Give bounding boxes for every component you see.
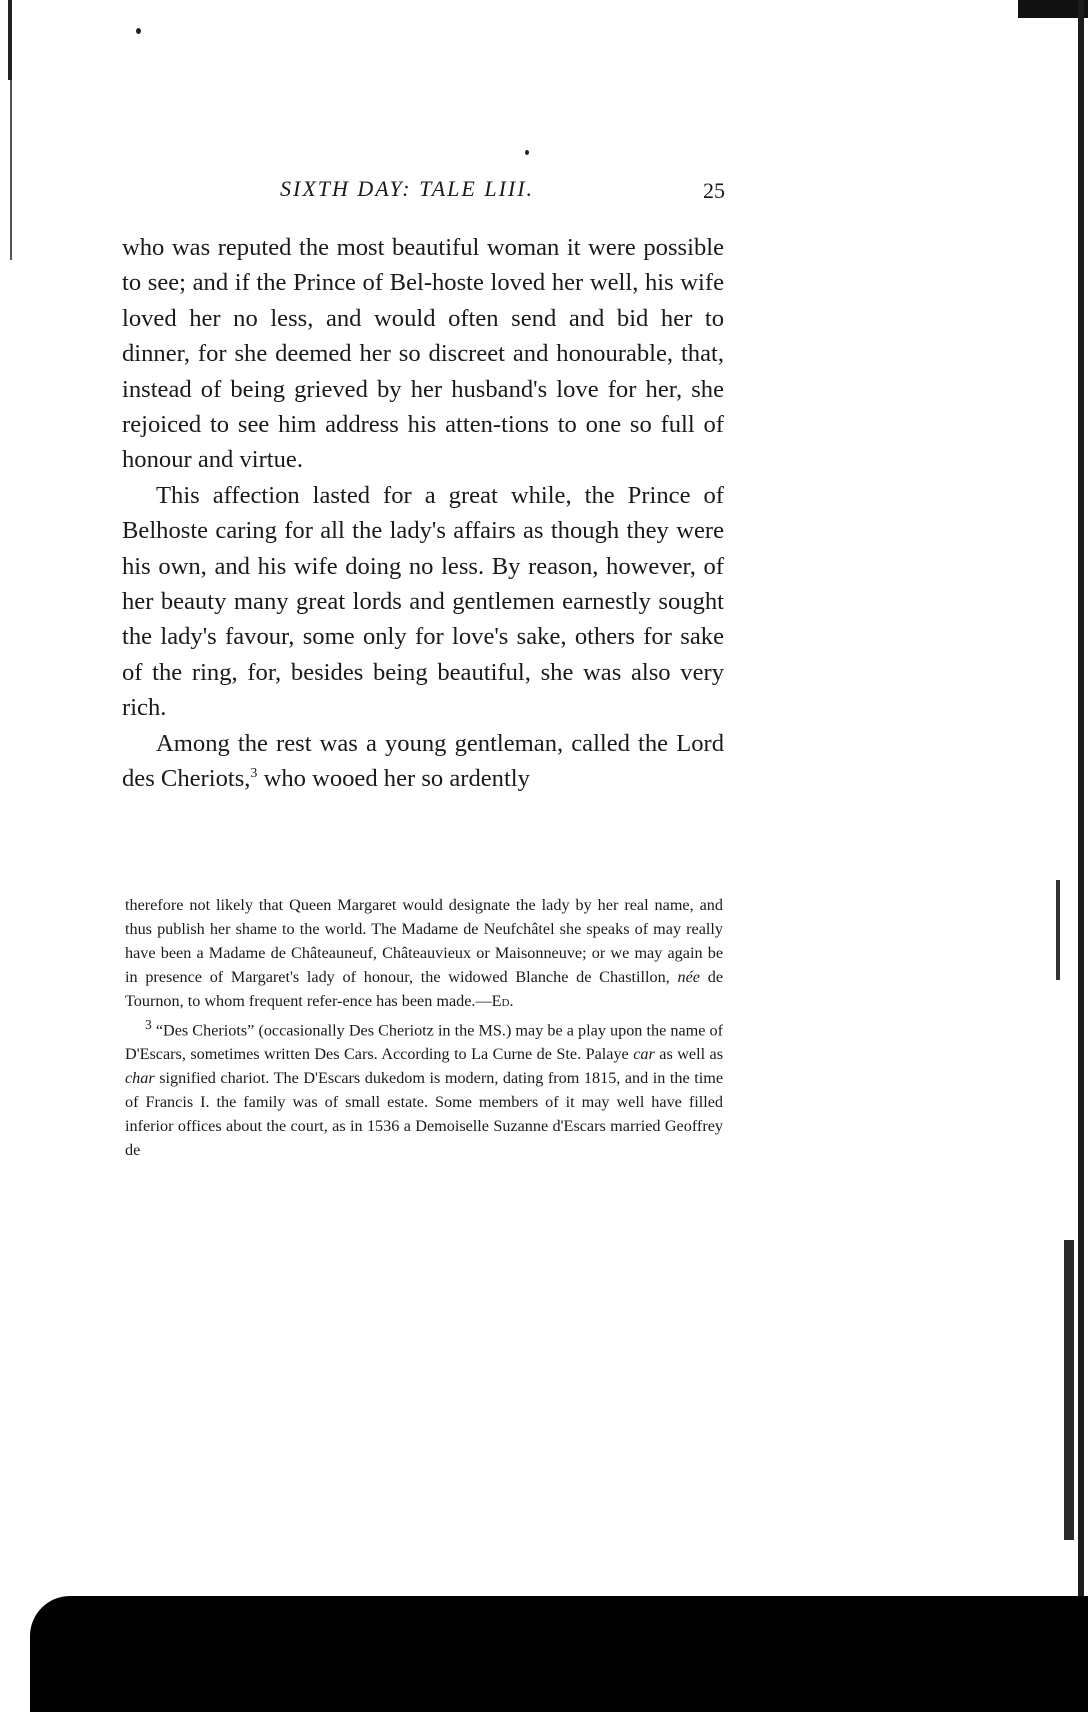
- scan-edge-right-shadow: [1064, 1240, 1074, 1540]
- paragraph: [122, 726, 724, 797]
- running-head: SIXTH DAY: TALE LIII.: [280, 176, 535, 201]
- footnote-italic: née: [677, 968, 700, 986]
- footnote-italic: char: [125, 1069, 155, 1088]
- footnotes: [125, 893, 723, 1162]
- footnote-3: [125, 1013, 723, 1162]
- scan-edge-left: [8, 0, 12, 80]
- footnote-reference: 3: [250, 765, 258, 781]
- paragraph: This affection lasted for a great while, the Prince of Belhoste caring for all the lady's affairs as though they were his own, and his wife doing no less. By reason, however, of her beauty many great lords and gentlemen earnestly sought the lady's favour, some only for love's sake, others for sake of the ring, for, besides being beautiful, she was also very rich.: [122, 481, 724, 722]
- paragraph-text: who wooed her so ardently: [257, 765, 530, 793]
- footnote-italic: car: [633, 1045, 655, 1064]
- main-text: [122, 230, 724, 797]
- page-header: [125, 176, 725, 216]
- paragraph: who was reputed the most beautiful woman it were possible to see; and if the Prince of Bel-hoste loved her well, his wife loved her no less, and would often send and bid her to dinner, for she deemed her so discreet and honourable, that, instead of being grieved by her husband's love for her, she rejoiced to see him address his atten-tions to one so full of honour and virtue.: [122, 234, 724, 474]
- scan-shadow-bottom: [30, 1596, 1088, 1712]
- scan-edge-right-mark: [1056, 880, 1060, 980]
- scan-edge-right: [1078, 0, 1084, 1712]
- footnote-continued: [125, 893, 723, 1013]
- paragraph-text: Among the rest was a young gentleman, called the Lord des Cheriots,: [122, 729, 724, 793]
- footnote-text: de Tournon, to whom frequent refer-ence has been made.—: [125, 968, 724, 1010]
- footnote-text: as well as: [659, 1045, 724, 1064]
- scan-speck: [525, 150, 529, 155]
- footnote-marker: 3: [145, 1017, 152, 1032]
- editor-signoff: Ed.: [491, 992, 514, 1010]
- footnote-text: therefore not likely that Queen Margaret would designate the lady by her real name, and thus publish her shame to the world. The Madame de Neufchâtel she speaks of may really have been a Madame de Châteauneuf, Châteauvieux or Maisonneuve; or we may again be in presence of Margaret's lady of honour, the widowed Blanche de Chastillon,: [125, 896, 723, 986]
- page-number: 25: [703, 178, 725, 203]
- footnote-text: “Des Cheriots” (occasionally Des Cheriotz in the MS.) may be a play upon the name of D'Escars, sometimes written Des Cars. According to La Curne de Ste. Palaye: [125, 1021, 723, 1064]
- scan-speck: [136, 28, 141, 34]
- footnote-text: signified chariot. The D'Escars dukedom is modern, dating from 1815, and in the time of Francis I. the family was of small estate. Some members of it may well have filled inferior offices about the court, as in 1536 a Demoiselle Suzanne d'Escars married Geoffrey de: [125, 1069, 724, 1160]
- scan-edge-left-thin: [10, 80, 12, 260]
